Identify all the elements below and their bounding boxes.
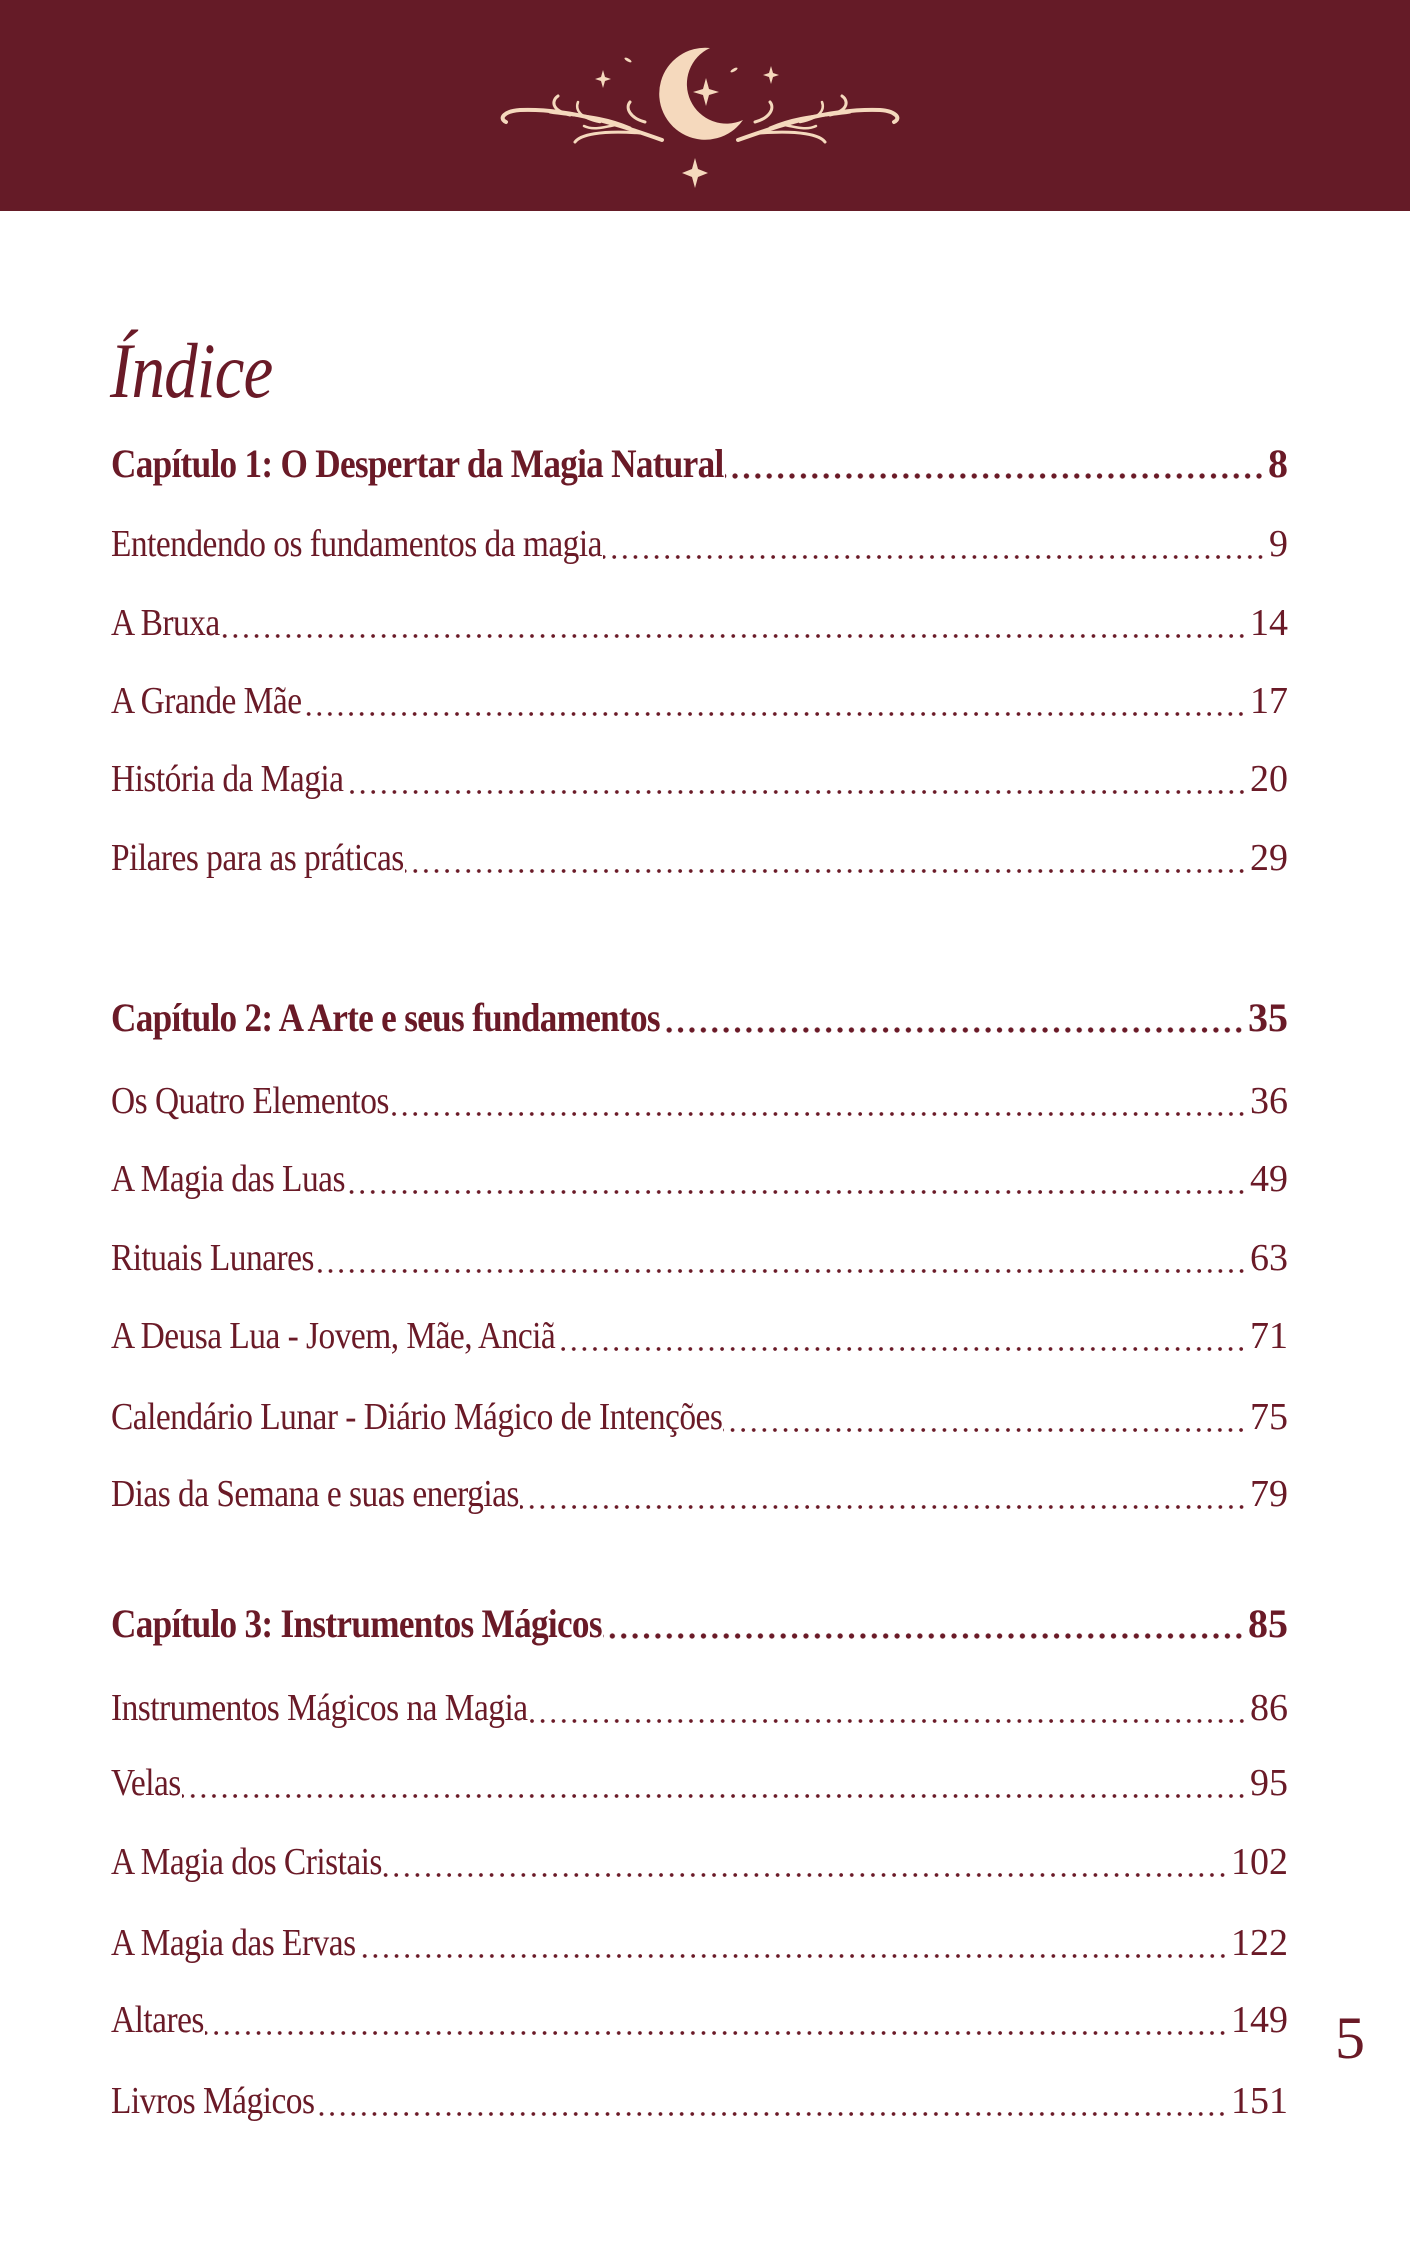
dot-leader bbox=[346, 1157, 1249, 1203]
dot-leader bbox=[357, 1921, 1230, 1967]
dot-leader bbox=[383, 1840, 1230, 1886]
toc-item[interactable] bbox=[111, 1395, 1288, 1441]
toc-item[interactable] bbox=[111, 1686, 1288, 1732]
toc-item[interactable] bbox=[111, 522, 1288, 568]
item-page-number: 17 bbox=[1250, 680, 1288, 722]
toc-item[interactable] bbox=[111, 1314, 1288, 1360]
item-title: Livros Mágicos bbox=[111, 2080, 315, 2122]
item-page-number: 63 bbox=[1250, 1237, 1288, 1279]
item-page-number: 75 bbox=[1250, 1396, 1288, 1438]
toc-item[interactable] bbox=[111, 1998, 1288, 2044]
dot-leader bbox=[345, 757, 1250, 803]
item-title: A Grande Mãe bbox=[111, 680, 302, 722]
toc-item[interactable] bbox=[111, 757, 1288, 803]
item-page-number: 151 bbox=[1231, 2080, 1288, 2122]
page-number: 5 bbox=[1335, 2005, 1365, 2071]
dot-leader bbox=[725, 440, 1267, 488]
item-title: Altares bbox=[111, 1999, 204, 2041]
chapter-title: Capítulo 2: A Arte e seus fundamentos bbox=[111, 995, 660, 1040]
dot-leader bbox=[405, 836, 1249, 882]
page-title: Índice bbox=[110, 327, 273, 415]
toc-item[interactable] bbox=[111, 1840, 1288, 1886]
toc-item[interactable] bbox=[111, 836, 1288, 882]
item-page-number: 79 bbox=[1250, 1473, 1288, 1515]
item-title: A Bruxa bbox=[111, 602, 220, 644]
dot-leader bbox=[529, 1686, 1249, 1732]
item-title: Pilares para as práticas bbox=[111, 837, 404, 879]
item-page-number: 29 bbox=[1250, 837, 1288, 879]
dot-leader bbox=[556, 1314, 1249, 1360]
toc-item[interactable] bbox=[111, 1921, 1288, 1967]
item-title: Os Quatro Elementos bbox=[111, 1080, 389, 1122]
dot-leader bbox=[661, 994, 1247, 1042]
item-page-number: 102 bbox=[1231, 1841, 1288, 1883]
item-page-number: 86 bbox=[1250, 1687, 1288, 1729]
toc-chapter-2[interactable] bbox=[111, 994, 1288, 1042]
toc-chapter-1[interactable] bbox=[111, 440, 1288, 488]
item-title: Dias da Semana e suas energias bbox=[111, 1473, 519, 1515]
dot-leader bbox=[390, 1079, 1249, 1125]
chapter-page-number: 35 bbox=[1248, 995, 1288, 1040]
item-page-number: 49 bbox=[1250, 1158, 1288, 1200]
toc-chapter-3[interactable] bbox=[111, 1600, 1288, 1648]
dot-leader bbox=[315, 2079, 1230, 2125]
item-page-number: 149 bbox=[1231, 1999, 1288, 2041]
item-title: Rituais Lunares bbox=[111, 1237, 314, 1279]
dot-leader bbox=[603, 1600, 1247, 1648]
toc-item[interactable] bbox=[111, 679, 1288, 725]
dot-leader bbox=[315, 1236, 1249, 1282]
item-title: Instrumentos Mágicos na Magia bbox=[111, 1687, 528, 1729]
dot-leader bbox=[520, 1472, 1249, 1518]
item-page-number: 71 bbox=[1250, 1315, 1288, 1357]
toc-item[interactable] bbox=[111, 601, 1288, 647]
dot-leader bbox=[182, 1761, 1249, 1807]
dot-leader bbox=[302, 679, 1249, 725]
chapter-title: Capítulo 3: Instrumentos Mágicos bbox=[111, 1601, 602, 1646]
dot-leader bbox=[723, 1395, 1249, 1441]
toc-item[interactable] bbox=[111, 1079, 1288, 1125]
item-title: Velas bbox=[111, 1762, 181, 1804]
item-page-number: 95 bbox=[1250, 1762, 1288, 1804]
item-title: História da Magia bbox=[111, 758, 344, 800]
item-title: A Magia das Ervas bbox=[111, 1922, 356, 1964]
dot-leader bbox=[221, 601, 1249, 647]
chapter-page-number: 85 bbox=[1248, 1601, 1288, 1646]
item-title: A Magia dos Cristais bbox=[111, 1841, 382, 1883]
chapter-page-number: 8 bbox=[1268, 441, 1288, 486]
header-banner bbox=[0, 0, 1410, 211]
item-page-number: 9 bbox=[1269, 523, 1288, 565]
dot-leader bbox=[205, 1998, 1230, 2044]
item-page-number: 14 bbox=[1250, 602, 1288, 644]
toc-item[interactable] bbox=[111, 2079, 1288, 2125]
item-title: A Deusa Lua - Jovem, Mãe, Anciã bbox=[111, 1315, 556, 1357]
item-title: Entendendo os fundamentos da magia bbox=[111, 523, 602, 565]
toc-item[interactable] bbox=[111, 1472, 1288, 1518]
toc-item[interactable] bbox=[111, 1761, 1288, 1807]
item-page-number: 122 bbox=[1231, 1922, 1288, 1964]
toc-item[interactable] bbox=[111, 1236, 1288, 1282]
chapter-title: Capítulo 1: O Despertar da Magia Natural bbox=[111, 441, 724, 486]
dot-leader bbox=[603, 522, 1268, 568]
item-page-number: 20 bbox=[1250, 758, 1288, 800]
item-title: A Magia das Luas bbox=[111, 1158, 345, 1200]
toc-item[interactable] bbox=[111, 1157, 1288, 1203]
item-title: Calendário Lunar - Diário Mágico de Intenções bbox=[111, 1396, 723, 1438]
crescent-moon-ornament-icon bbox=[480, 30, 920, 200]
item-page-number: 36 bbox=[1250, 1080, 1288, 1122]
